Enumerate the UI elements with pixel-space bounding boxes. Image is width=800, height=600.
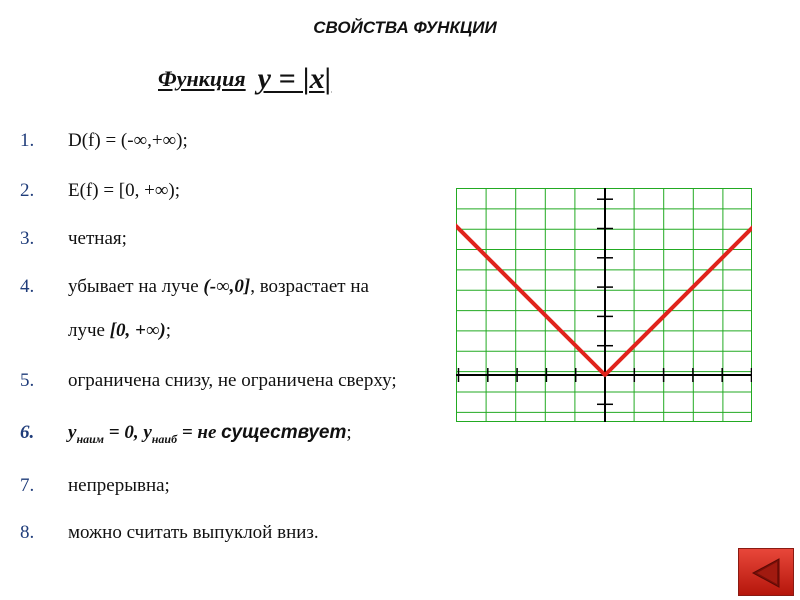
function-heading-word: Функция	[158, 66, 246, 91]
property-number: 7.	[20, 475, 35, 496]
property-text-part: = 0,	[104, 422, 144, 443]
property-number: 1.	[20, 130, 35, 151]
y-symbol: y	[143, 422, 152, 443]
property-text: непрерывна;	[68, 475, 170, 496]
function-formula: y = |x|	[257, 62, 332, 95]
property-text-part: существует	[221, 422, 347, 443]
y-symbol: y	[68, 422, 77, 443]
property-text-part: , возрастает на	[250, 276, 369, 297]
property-text: можно считать выпуклой вниз.	[68, 522, 319, 543]
slide-title: СВОЙСТВА ФУНКЦИИ	[313, 18, 497, 37]
interval-increasing: [0, +∞)	[109, 320, 166, 341]
back-triangle-icon	[739, 549, 795, 597]
property-number: 3.	[20, 228, 35, 249]
back-button[interactable]	[738, 548, 794, 596]
property-text-part: ;	[346, 422, 352, 443]
property-text: четная;	[68, 228, 127, 249]
property-number: 2.	[20, 180, 35, 201]
property-number: 4.	[20, 276, 35, 297]
property-text	[68, 320, 171, 342]
property-text-part: ;	[165, 320, 172, 341]
property-text: D(f) = (-∞,+∞);	[68, 130, 188, 151]
interval-decreasing: (-∞,0]	[203, 276, 251, 297]
subscript-min: наим	[76, 431, 104, 446]
property-text: E(f) = [0, +∞);	[68, 180, 180, 201]
property-text-part: = не	[177, 422, 222, 443]
property-text-part: убывает на луче	[68, 276, 204, 297]
function-heading	[158, 60, 331, 94]
property-text-part: луче	[68, 320, 110, 341]
property-text: ограничена снизу, не ограничена сверху;	[68, 370, 397, 391]
property-text	[68, 422, 352, 447]
subscript-max: наиб	[151, 431, 178, 446]
property-text	[68, 276, 369, 298]
absolute-value-graph	[456, 188, 752, 422]
property-number: 8.	[20, 522, 35, 543]
property-number: 5.	[20, 370, 35, 391]
property-number: 6.	[20, 422, 35, 443]
